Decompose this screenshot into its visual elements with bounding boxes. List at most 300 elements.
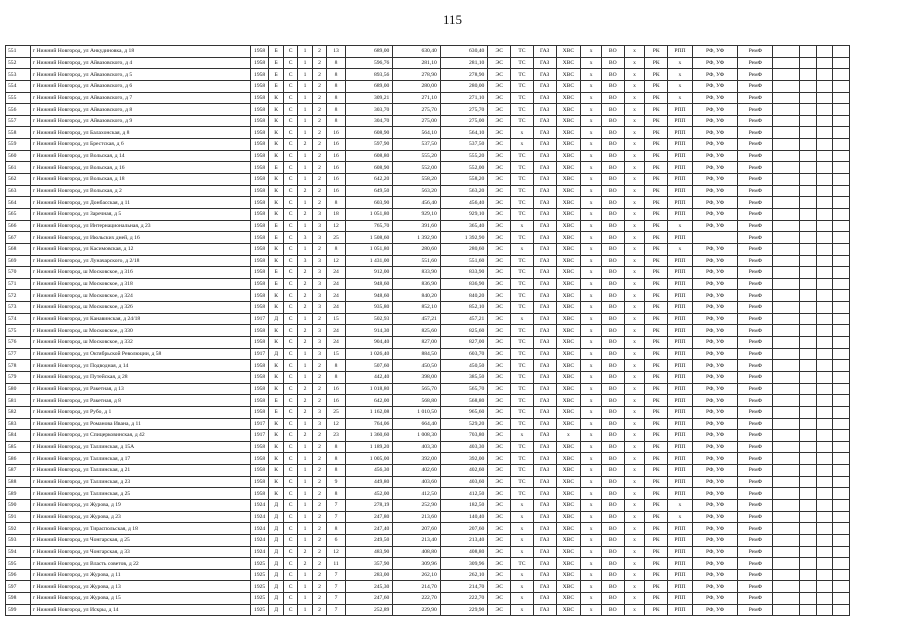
table-cell-power: ЭС [488,360,511,372]
table-cell-living_area: 537,50 [393,139,441,151]
table-cell-power: ЭС [488,57,511,69]
table-cell-roof: х [624,488,645,500]
table-cell-wall: РК [645,290,668,302]
table-cell-fund: РФ, УФ [692,395,737,407]
table-cell-note: РемФ [738,593,773,605]
table-cell-fund: РФ, УФ [692,604,737,616]
table-cell-year: 1958 [250,476,269,488]
table-cell-wall: РК [645,104,668,116]
table-cell-roof: х [624,220,645,232]
table-cell-roof: х [624,430,645,442]
table-cell-vent: ВО [601,290,624,302]
table-cell-material: С [283,558,297,570]
table-cell-total_area: 914,30 [345,325,393,337]
table-cell-vent: ВО [601,569,624,581]
table-cell-total_area: 507,60 [345,360,393,372]
table-cell-facade: РПП [668,174,693,186]
table-cell-material: С [283,604,297,616]
empty-cell [816,558,833,570]
table-cell-living_area: 398,00 [393,371,441,383]
table-cell-heat: ТС [511,174,534,186]
table-cell-roof: х [624,255,645,267]
table-cell-fund: РФ, УФ [692,534,737,546]
table-cell-water: ХВС [556,499,581,511]
empty-cell [816,220,833,232]
empty-cell [833,523,850,535]
table-cell-fund: РФ, УФ [692,278,737,290]
table-cell-roof: х [624,348,645,360]
table-cell-address: г Нижний Новгород, ул Ракетная, д 13 [30,383,250,395]
table-cell-roof: х [624,104,645,116]
table-cell-note: РемФ [738,325,773,337]
table-cell-vent: ВО [601,418,624,430]
table-cell-heated_area: 457,21 [440,313,488,325]
table-cell-wall: РК [645,337,668,349]
table-cell-address: г Нижний Новгород, ш Московское, д 330 [30,325,250,337]
table-cell-note: РемФ [738,348,773,360]
table-row [6,371,850,383]
table-cell-apartments: 8 [327,488,346,500]
table-cell-num: 582 [6,406,31,418]
table-cell-heated_area: 412,50 [440,488,488,500]
table-row [6,581,850,593]
table-cell-num: 584 [6,430,31,442]
table-cell-heated_area: 833,90 [440,267,488,279]
table-cell-total_area: 247,60 [345,593,393,605]
table-cell-sewer: х [581,46,602,58]
table-cell-power: ЭС [488,441,511,453]
table-cell-vent: ВО [601,441,624,453]
table-cell-gas: ГАЗ [533,383,556,395]
table-cell-heated_area: 840,20 [440,290,488,302]
table-cell-material: С [283,232,297,244]
table-cell-gas: ГАЗ [533,581,556,593]
empty-cell [833,139,850,151]
table-row [6,302,850,314]
empty-cell [773,139,800,151]
table-cell-wall: РК [645,558,668,570]
table-cell-fund: РФ, УФ [692,104,737,116]
table-cell-living_area: 309,96 [393,558,441,570]
table-cell-entrances: 2 [298,302,312,314]
table-cell-year: 1925 [250,558,269,570]
table-row [6,488,850,500]
empty-cell [800,313,817,325]
empty-cell [773,395,800,407]
table-cell-group: Б [269,80,283,92]
table-cell-heat: ТС [511,80,534,92]
table-cell-wall: РК [645,127,668,139]
table-cell-roof: х [624,139,645,151]
table-cell-entrances: 1 [298,523,312,535]
empty-cell [773,569,800,581]
table-cell-fund: РФ, УФ [692,150,737,162]
empty-cell [816,581,833,593]
table-row [6,546,850,558]
table-cell-living_area: 929,10 [393,208,441,220]
empty-cell [816,511,833,523]
table-cell-floors: 2 [312,139,326,151]
table-cell-vent: ВО [601,476,624,488]
table-cell-wall: РК [645,476,668,488]
table-cell-fund: РФ, УФ [692,360,737,372]
table-cell-note: РемФ [738,581,773,593]
empty-cell [800,174,817,186]
table-cell-address: г Нижний Новгород, ул Айвазовского, д 5 [30,69,250,81]
table-cell-facade: РПП [668,208,693,220]
table-cell-entrances: 1 [298,581,312,593]
table-cell-fund: РФ, УФ [692,185,737,197]
table-cell-num: 594 [6,546,31,558]
table-cell-address: г Нижний Новгород, ул Айвазовского, д 6 [30,80,250,92]
table-cell-year: 1958 [250,69,269,81]
table-cell-heat: х [511,534,534,546]
table-cell-gas: ГАЗ [533,232,556,244]
empty-cell [816,267,833,279]
table-cell-num: 555 [6,92,31,104]
table-cell-living_area: 552,00 [393,162,441,174]
table-cell-floors: 3 [312,255,326,267]
table-cell-gas: ГАЗ [533,569,556,581]
table-cell-note: РемФ [738,488,773,500]
table-cell-heat: ТС [511,558,534,570]
table-cell-roof: х [624,593,645,605]
empty-cell [816,208,833,220]
table-cell-heated_area: 222,70 [440,593,488,605]
table-cell-group: К [269,255,283,267]
table-cell-apartments: 7 [327,581,346,593]
empty-cell [816,127,833,139]
table-cell-year: 1958 [250,57,269,69]
table-cell-apartments: 24 [327,290,346,302]
table-cell-year: 1924 [250,511,269,523]
table-cell-floors: 2 [312,569,326,581]
empty-cell [800,150,817,162]
table-cell-material: С [283,383,297,395]
table-cell-facade: РПП [668,546,693,558]
table-cell-roof: х [624,325,645,337]
table-cell-entrances: 1 [298,150,312,162]
table-cell-num: 580 [6,383,31,395]
table-cell-wall: РК [645,488,668,500]
table-cell-apartments: 8 [327,523,346,535]
table-cell-address: г Нижний Новгород, ул Луначарского, д 2/18 [30,255,250,267]
table-cell-group: Д [269,523,283,535]
table-cell-sewer: х [581,80,602,92]
empty-cell [773,581,800,593]
table-cell-facade: РПП [668,593,693,605]
empty-cell [833,220,850,232]
table-cell-year: 1958 [250,115,269,127]
table-cell-heat: ТС [511,150,534,162]
table-cell-water: ХВС [556,406,581,418]
table-row [6,255,850,267]
table-cell-gas: ГАЗ [533,185,556,197]
table-cell-apartments: 7 [327,604,346,616]
table-cell-power: ЭС [488,185,511,197]
table-cell-fund: РФ, УФ [692,558,737,570]
table-cell-heat: х [511,581,534,593]
table-cell-wall: РК [645,465,668,477]
table-cell-group: К [269,92,283,104]
table-cell-group: Б [269,46,283,58]
table-cell-address: г Нижний Новгород, ш Московское, д 332 [30,337,250,349]
table-cell-roof: х [624,162,645,174]
table-cell-power: ЭС [488,290,511,302]
table-cell-sewer: х [581,534,602,546]
table-cell-sewer: х [581,57,602,69]
empty-cell [800,406,817,418]
table-cell-address: г Нижний Новгород, ул Заречная, д 5 [30,208,250,220]
table-cell-water: ХВС [556,488,581,500]
table-cell-fund: РФ, УФ [692,511,737,523]
empty-cell [773,267,800,279]
table-cell-wall: РК [645,92,668,104]
table-cell-group: К [269,430,283,442]
table-cell-group: Д [269,546,283,558]
table-cell-water: ХВС [556,325,581,337]
empty-cell [800,476,817,488]
table-row [6,360,850,372]
table-cell-wall: РК [645,453,668,465]
table-cell-sewer: х [581,255,602,267]
table-cell-fund: РФ, УФ [692,313,737,325]
table-cell-facade: РПП [668,523,693,535]
table-cell-water: ХВС [556,418,581,430]
table-cell-total_area: 904,40 [345,337,393,349]
empty-cell [800,57,817,69]
empty-cell [773,337,800,349]
table-cell-heat: ТС [511,453,534,465]
empty-cell [833,208,850,220]
table-row [6,348,850,360]
empty-cell [773,162,800,174]
table-cell-floors: 2 [312,604,326,616]
table-cell-fund: РФ, УФ [692,197,737,209]
empty-cell [816,371,833,383]
table-cell-material: С [283,348,297,360]
table-cell-roof: х [624,92,645,104]
table-cell-num: 587 [6,465,31,477]
table-cell-entrances: 2 [298,185,312,197]
table-cell-heat: ТС [511,232,534,244]
table-cell-facade: х [668,57,693,69]
table-cell-facade: РПП [668,232,693,244]
table-cell-floors: 3 [312,302,326,314]
table-cell-vent: ВО [601,453,624,465]
table-cell-facade: РПП [668,255,693,267]
table-cell-heated_area: 229,90 [440,604,488,616]
table-cell-entrances: 1 [298,488,312,500]
table-cell-living_area: 1 010,50 [393,406,441,418]
table-cell-water: ХВС [556,348,581,360]
empty-cell [800,92,817,104]
table-cell-year: 1958 [250,243,269,255]
table-cell-vent: ВО [601,80,624,92]
table-cell-heat: ТС [511,465,534,477]
table-cell-fund: РФ, УФ [692,92,737,104]
table-cell-vent: ВО [601,604,624,616]
table-cell-note: РемФ [738,441,773,453]
table-cell-heated_area: 552,00 [440,162,488,174]
table-cell-floors: 3 [312,208,326,220]
empty-cell [800,104,817,116]
table-cell-sewer: х [581,430,602,442]
table-cell-heated_area: 365,40 [440,220,488,232]
table-cell-facade: РПП [668,104,693,116]
table-cell-num: 573 [6,302,31,314]
table-cell-note: РемФ [738,208,773,220]
table-cell-power: ЭС [488,523,511,535]
table-cell-sewer: х [581,208,602,220]
empty-cell [800,371,817,383]
table-cell-heat: ТС [511,302,534,314]
table-row [6,243,850,255]
table-cell-sewer: х [581,593,602,605]
empty-cell [816,383,833,395]
table-cell-sewer: х [581,290,602,302]
table-cell-roof: х [624,278,645,290]
table-cell-group: К [269,139,283,151]
table-cell-heat: ТС [511,348,534,360]
table-cell-sewer: х [581,499,602,511]
table-cell-gas: ГАЗ [533,139,556,151]
table-cell-living_area: 852,10 [393,302,441,314]
table-cell-roof: х [624,546,645,558]
table-cell-address: г Нижний Новгород, ул Ракетная, д 8 [30,395,250,407]
empty-cell [833,406,850,418]
table-cell-entrances: 2 [298,406,312,418]
table-cell-heat: х [511,313,534,325]
table-cell-sewer: х [581,511,602,523]
table-cell-year: 1958 [250,46,269,58]
table-cell-group: К [269,476,283,488]
empty-cell [773,453,800,465]
table-row [6,395,850,407]
table-cell-wall: РК [645,162,668,174]
table-cell-gas: ГАЗ [533,499,556,511]
table-cell-total_area: 357,90 [345,558,393,570]
table-cell-heat: х [511,511,534,523]
table-row [6,499,850,511]
table-cell-water: ХВС [556,220,581,232]
table-cell-living_area: 551,60 [393,255,441,267]
table-cell-roof: х [624,406,645,418]
table-cell-gas: ГАЗ [533,418,556,430]
table-cell-heat: ТС [511,69,534,81]
empty-cell [800,139,817,151]
empty-cell [833,395,850,407]
table-cell-water: ХВС [556,465,581,477]
table-cell-sewer: х [581,406,602,418]
table-cell-entrances: 1 [298,476,312,488]
table-cell-note: РемФ [738,337,773,349]
empty-cell [800,499,817,511]
table-cell-note: РемФ [738,290,773,302]
table-cell-heated_area: 564,10 [440,127,488,139]
table-cell-fund: РФ, УФ [692,453,737,465]
table-cell-gas: ГАЗ [533,430,556,442]
table-cell-vent: ВО [601,593,624,605]
table-cell-power: ЭС [488,104,511,116]
empty-cell [800,348,817,360]
table-cell-heat: х [511,569,534,581]
table-cell-water: ХВС [556,80,581,92]
table-cell-total_area: 603,90 [345,197,393,209]
table-cell-water: ХВС [556,127,581,139]
table-cell-roof: х [624,441,645,453]
empty-cell [833,115,850,127]
empty-cell [833,546,850,558]
table-row [6,185,850,197]
table-cell-vent: ВО [601,46,624,58]
table-cell-address: г Нижний Новгород, ул Айвазовского, д 9 [30,115,250,127]
table-cell-fund: РФ, УФ [692,418,737,430]
table-cell-total_area: 1 018,80 [345,383,393,395]
table-cell-year: 1958 [250,383,269,395]
table-cell-entrances: 2 [298,290,312,302]
table-row [6,174,850,186]
table-cell-water: ХВС [556,581,581,593]
table-cell-power: ЭС [488,115,511,127]
table-cell-entrances: 2 [298,208,312,220]
table-cell-heat: ТС [511,383,534,395]
table-cell-note: РемФ [738,569,773,581]
table-cell-num: 588 [6,476,31,488]
table-row [6,337,850,349]
table-cell-heated_area: 275,00 [440,115,488,127]
table-cell-year: 1958 [250,92,269,104]
empty-cell [773,243,800,255]
table-cell-water: х [556,430,581,442]
table-cell-num: 561 [6,162,31,174]
table-cell-num: 575 [6,325,31,337]
table-cell-power: ЭС [488,383,511,395]
table-cell-num: 576 [6,337,31,349]
table-cell-floors: 2 [312,383,326,395]
table-cell-facade: х [668,92,693,104]
table-cell-facade: РПП [668,488,693,500]
table-cell-address: г Нижний Новгород, ул Вольская, д 14 [30,150,250,162]
table-cell-group: К [269,115,283,127]
table-cell-total_area: 1 051,80 [345,243,393,255]
empty-cell [833,69,850,81]
table-cell-address: г Нижний Новгород, ул Спицерковинская, д 42 [30,430,250,442]
table-cell-vent: ВО [601,115,624,127]
table-cell-material: С [283,581,297,593]
table-cell-heat: х [511,523,534,535]
table-cell-living_area: 213,60 [393,511,441,523]
table-cell-material: С [283,92,297,104]
table-cell-num: 577 [6,348,31,360]
table-cell-heat: ТС [511,115,534,127]
table-cell-entrances: 1 [298,593,312,605]
table-cell-living_area: 207,60 [393,523,441,535]
table-cell-heat: ТС [511,441,534,453]
housing-register-table [5,45,850,616]
table-cell-heat: х [511,604,534,616]
table-cell-floors: 2 [312,313,326,325]
table-cell-water: ХВС [556,46,581,58]
table-cell-group: К [269,302,283,314]
table-cell-power: ЭС [488,150,511,162]
empty-cell [800,232,817,244]
table-cell-living_area: 262,10 [393,569,441,581]
table-cell-gas: ГАЗ [533,174,556,186]
table-cell-fund: РФ, УФ [692,441,737,453]
table-cell-total_area: 283,00 [345,569,393,581]
table-cell-gas: ГАЗ [533,46,556,58]
